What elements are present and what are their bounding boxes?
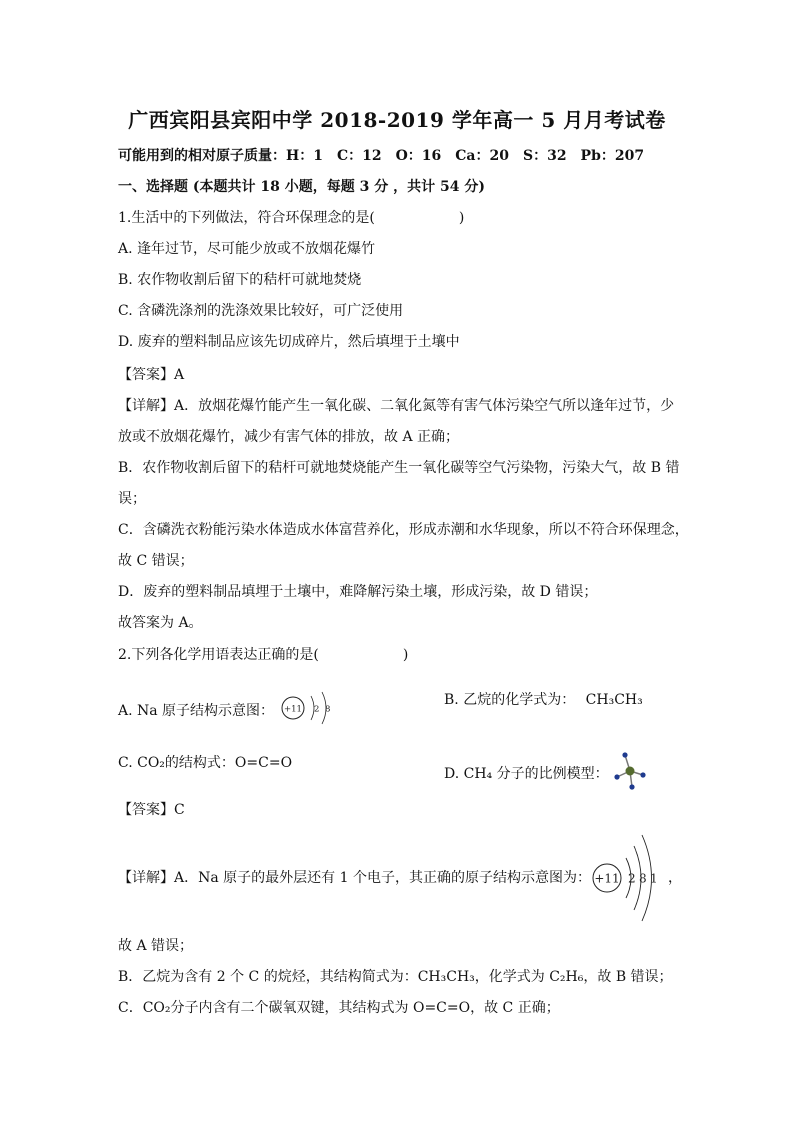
q1-option-c: C. 含磷洗涤剂的洗涤效果比较好，可广泛使用 [118, 303, 404, 319]
q2-answer: 【答案】C [118, 802, 185, 818]
q2-stem: 2.下列各化学用语表达正确的是( ) [118, 647, 409, 663]
shell-count: 2 [628, 871, 636, 886]
q2-option-b [444, 690, 643, 710]
q1-option-d: D. 废弃的塑料制品应该先切成碎片，然后填埋于土壤中 [118, 334, 460, 350]
q2-detail-a: 【详解】A．Na 原子的最外层还有 1 个电子，其正确的原子结构示意图为： [118, 870, 591, 886]
shell-count: 8 [639, 871, 647, 886]
q1-stem: 1.生活中的下列做法，符合环保理念的是( ) [118, 210, 465, 226]
section-heading: 一、选择题 (本题共计 18 小题，每题 3 分 ，共计 54 分) [118, 179, 485, 195]
q2-detail-c: C．CO₂分子内含有二个碳氧双键，其结构式为 O=C=O，故 C 正确； [118, 1000, 560, 1016]
nucleus-label: +11 [283, 704, 302, 715]
shell-count: 8 [324, 704, 330, 715]
q1-detail-line: 误； [118, 491, 146, 507]
q1-detail-line: 故 C 错误； [118, 553, 194, 569]
q1-option-b: B. 农作物收割后留下的秸杆可就地焚烧 [118, 272, 362, 288]
q1-detail-line: B．农作物收割后留下的秸杆可就地焚烧能产生一氧化碳等空气污染物，污染大气，故 B 错 [118, 460, 680, 476]
atom-structure-diagram-large [590, 832, 670, 926]
q2-detail-a2: 故 A 错误； [118, 938, 194, 954]
shell-count: 1 [650, 871, 658, 886]
atom-structure-diagram [279, 690, 345, 732]
page-title: 广西宾阳县宾阳中学 2018-2019 学年高一 5 月月考试卷 [128, 108, 666, 132]
q2-option-d-text: D. CH₄ 分子的比例模型： [444, 766, 609, 782]
atomic-mass-line: 可能用到的相对原子质量：H：1 C：12 O：16 Ca：20 S：32 Pb：207 [118, 148, 645, 164]
q2-detail-b: B．乙烷为含有 2 个 C 的烷烃，其结构简式为：CH₃CH₃，化学式为 C₂H₆，故 B 错误； [118, 969, 673, 985]
q2-option-a-text: A. Na 原子结构示意图： [118, 703, 275, 719]
q2-option-c: C. CO₂的结构式：O=C=O [118, 755, 293, 771]
q2-option-b-formula: CH₃CH₃ [585, 692, 643, 708]
q1-option-a: A. 逢年过节，尽可能少放或不放烟花爆竹 [118, 241, 376, 257]
q2-option-d [444, 751, 647, 797]
nucleus-label: +11 [594, 871, 620, 886]
q1-detail-line: 【详解】A．放烟花爆竹能产生一氧化碳、二氧化氮等有害气体污染空气所以逢年过节，少 [118, 398, 675, 414]
q2-option-b-text: B. 乙烷的化学式为： [444, 692, 576, 708]
q1-detail-line: 放或不放烟花爆竹，减少有害气体的排放，故 A 正确； [118, 429, 460, 445]
q2-detail-a-end: ， [668, 870, 682, 886]
q2-option-a [118, 690, 345, 732]
q1-detail-line: C．含磷洗衣粉能污染水体造成水体富营养化，形成赤潮和水华现象，所以不符合环保理念， [118, 522, 689, 538]
q1-answer: 【答案】A [118, 367, 185, 383]
q1-detail-line: D．废弃的塑料制品填埋于土壤中，难降解污染土壤，形成污染，故 D 错误； [118, 584, 598, 600]
shell-count: 2 [313, 704, 319, 715]
methane-model-icon [613, 751, 647, 797]
q1-detail-line: 故答案为 A。 [118, 615, 203, 631]
